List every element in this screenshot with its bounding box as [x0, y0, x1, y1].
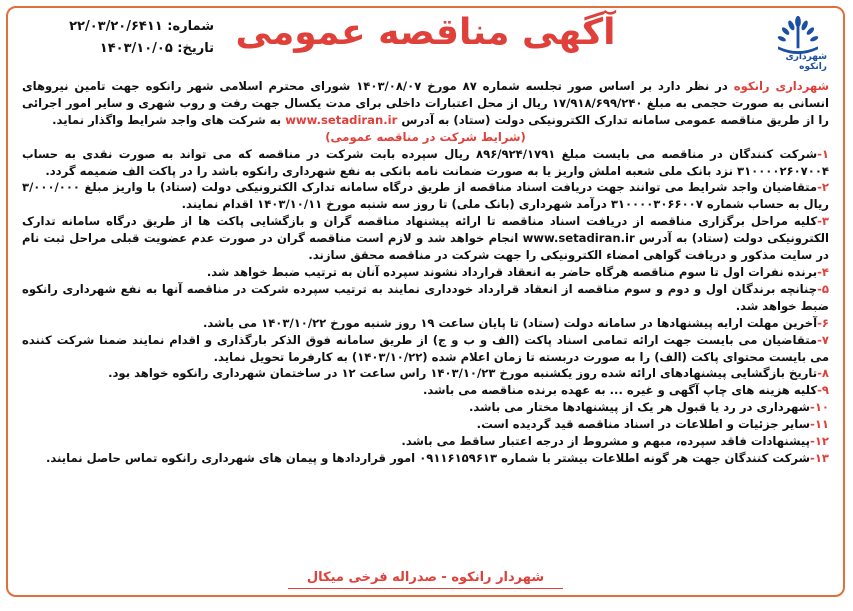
condition-text: شرکت کنندگان در مناقصه می بایست مبلغ ۸۹۶/۹۲۴/۱۷۹۱ ریال سپرده بابت شرکت در مناقصه که می تواند به صورت نقدی به حساب ۳۱۰۰۰۰۲۶۰۷۰۰۴ نزد بانک ملی شعبه املش واریز یا به صورت ضمانت نامه بانکی به نفع شهرداری رانکوه باشد را در پاکت الف ضمیمه گردد.	[22, 146, 829, 178]
conditions-list	[22, 146, 829, 467]
condition-text: تاریخ بازگشایی پیشنهادهای ارائه شده روز یکشنبه مورخ ۱۴۰۳/۱۰/۲۳ راس ساعت ۱۲ در ساختمان شهرداری رانکوه خواهد بود.	[108, 366, 818, 381]
condition-number: ۱-	[817, 146, 829, 161]
signature-underline	[288, 588, 563, 589]
header	[8, 8, 843, 78]
condition-text: متقاضیان می بایست جهت ارائه تمامی اسناد پاکت (الف و ب و ج) از طریق سامانه فوق الذکر بارگذاری و اقدام نمایند ضمنا شرکت کننده می بایست محتوای پاکت (الف) را به صورت دربسته تا زمان اعلام شده (۱۴۰۳/۱۰/۲۲) به کارفرما تحویل نماید.	[22, 332, 829, 364]
condition-text: شهرداری در رد یا قبول هر یک از پیشنهادها مختار می باشد.	[469, 400, 811, 415]
condition-number: ۱۰-	[810, 400, 829, 415]
condition-number: ۲-	[817, 180, 829, 195]
condition-item	[22, 315, 829, 332]
number-label: شماره:	[167, 19, 214, 34]
condition-item	[22, 179, 829, 213]
condition-item	[22, 382, 829, 399]
condition-number: ۳-	[817, 214, 829, 229]
page-title: آگهی مناقصه عمومی	[235, 12, 616, 53]
condition-item	[22, 450, 829, 467]
condition-text: کلیه مراحل برگزاری مناقصه از دریافت اسناد مناقصه تا ارائه پیشنهاد مناقصه گران و بازگشایی پاکت ها از طریق درگاه سامانه تدارک الکترونیکی دولت (ستاد) به آدرس www.setadiran.ir انجام خواهد شد و لازم است مناقصه گران در صورت عدم عضویت قبلی مراحل ثبت نام در سایت مذکور و دریافت گواهی امضاء الکترونیکی را جهت شرکت در مناقصه محقق سازند.	[22, 214, 830, 263]
condition-number: ۹-	[817, 383, 829, 398]
condition-number: ۶-	[817, 315, 829, 330]
condition-text: سایر جزئیات و اطلاعات در اسناد مناقصه قید گردیده است.	[476, 417, 811, 432]
reference-date	[24, 38, 214, 60]
condition-text: آخرین مهلت ارایه پیشنهادها در سامانه دولت (ستاد) تا پایان ساعت ۱۹ روز شنبه مورخ ۱۴۰۳/۱۰/۲۲ می باشد.	[202, 315, 818, 330]
notice-page	[6, 6, 845, 597]
conditions-heading: (شرایط شرکت در مناقصه عمومی)	[325, 129, 526, 144]
condition-text: چنانچه برندگان اول و دوم و سوم مناقصه از انعقاد قرارداد خودداری نمایند به ترتیب سپرده شرکت در مناقصه آنها به نفع شهرداری رانکوه ضبط خواهد شد.	[22, 281, 829, 313]
intro-text-2: به شرکت های واجد شرایط واگذار نماید.	[52, 112, 282, 127]
intro-paragraph	[22, 78, 829, 129]
number-value: ۲۲/۰۳/۲۰/۶۴۱۱	[69, 19, 163, 34]
signature: شهردار رانکوه - صدراله فرخی میکال	[306, 570, 545, 585]
condition-item	[22, 264, 829, 281]
condition-number: ۵-	[817, 281, 829, 296]
condition-item	[22, 416, 829, 433]
condition-item	[22, 399, 829, 416]
condition-item	[22, 281, 829, 315]
logo-text: شهرداری رانکوه	[785, 52, 827, 72]
date-value: ۱۴۰۳/۱۰/۰۵	[99, 41, 173, 56]
condition-text: پیشنهادات فاقد سپرده، مبهم و مشروط از درجه اعتبار ساقط می باشد.	[401, 434, 811, 449]
condition-number: ۱۱-	[810, 417, 829, 432]
condition-number: ۱۳-	[810, 450, 829, 465]
condition-text: شرکت کنندگان جهت هر گونه اطلاعات بیشتر با شماره ۰۹۱۱۶۱۵۹۶۱۳ امور قراردادها و پیمان های شهرداری رانکوه تماس حاصل نمایند.	[45, 450, 811, 465]
reference-number	[24, 16, 214, 38]
intro-org: شهرداری رانکوه	[733, 79, 829, 93]
date-label: تاریخ:	[177, 41, 214, 56]
intro-text-1: در نظر دارد بر اساس صور تجلسه شماره ۸۷ مورخ ۱۴۰۳/۰۸/۰۷ شورای محترم اسلامی شهر رانکوه جهت تامین نیروهای انسانی به صورت حجمی به مبلغ ۱۷/۹۱۸/۶۹۹/۲۴۰ ریال از محل اعتبارات داخلی برای مدت یکسال جهت رفت و روب شهری و سایر امور اجرائی را از طریق مناقصه عمومی سامانه تدارک الکترونیکی دولت (ستاد) به آدرس	[22, 79, 829, 127]
condition-number: ۸-	[817, 366, 829, 381]
condition-number: ۱۲-	[810, 434, 829, 449]
condition-item	[22, 433, 829, 450]
notice-body	[8, 78, 843, 467]
condition-number: ۷-	[817, 332, 829, 347]
condition-number: ۴-	[817, 264, 829, 279]
reference-block	[24, 16, 214, 60]
condition-item	[22, 332, 829, 366]
intro-site-link[interactable]: www.setadiran.ir	[285, 112, 398, 127]
condition-text: کلیه هزینه های چاپ آگهی و غیره ... به عهده برنده مناقصه می باشد.	[423, 383, 818, 398]
condition-text: متقاضیان واجد شرایط می توانند جهت دریافت اسناد مناقصه از طریق درگاه سامانه تدارک الکترونیکی دولت (ستاد) با واریز مبلغ ۳/۰۰۰/۰۰۰ ریال به حساب شماره ۳۱۰۰۰۰۳۰۶۶۰۰۷ درآمد شهرداری (بانک ملی) تا روز سه شنبه مورخ ۱۴۰۳/۱۰/۱۱ اقدام نمایند.	[22, 180, 829, 212]
condition-item	[22, 213, 829, 264]
condition-item	[22, 365, 829, 382]
condition-item	[22, 146, 829, 180]
condition-text: برنده نفرات اول تا سوم مناقصه هرگاه حاضر به انعقاد قرارداد نشوند سپرده آنان به ترتیب ضبط خواهد شد.	[206, 264, 818, 279]
